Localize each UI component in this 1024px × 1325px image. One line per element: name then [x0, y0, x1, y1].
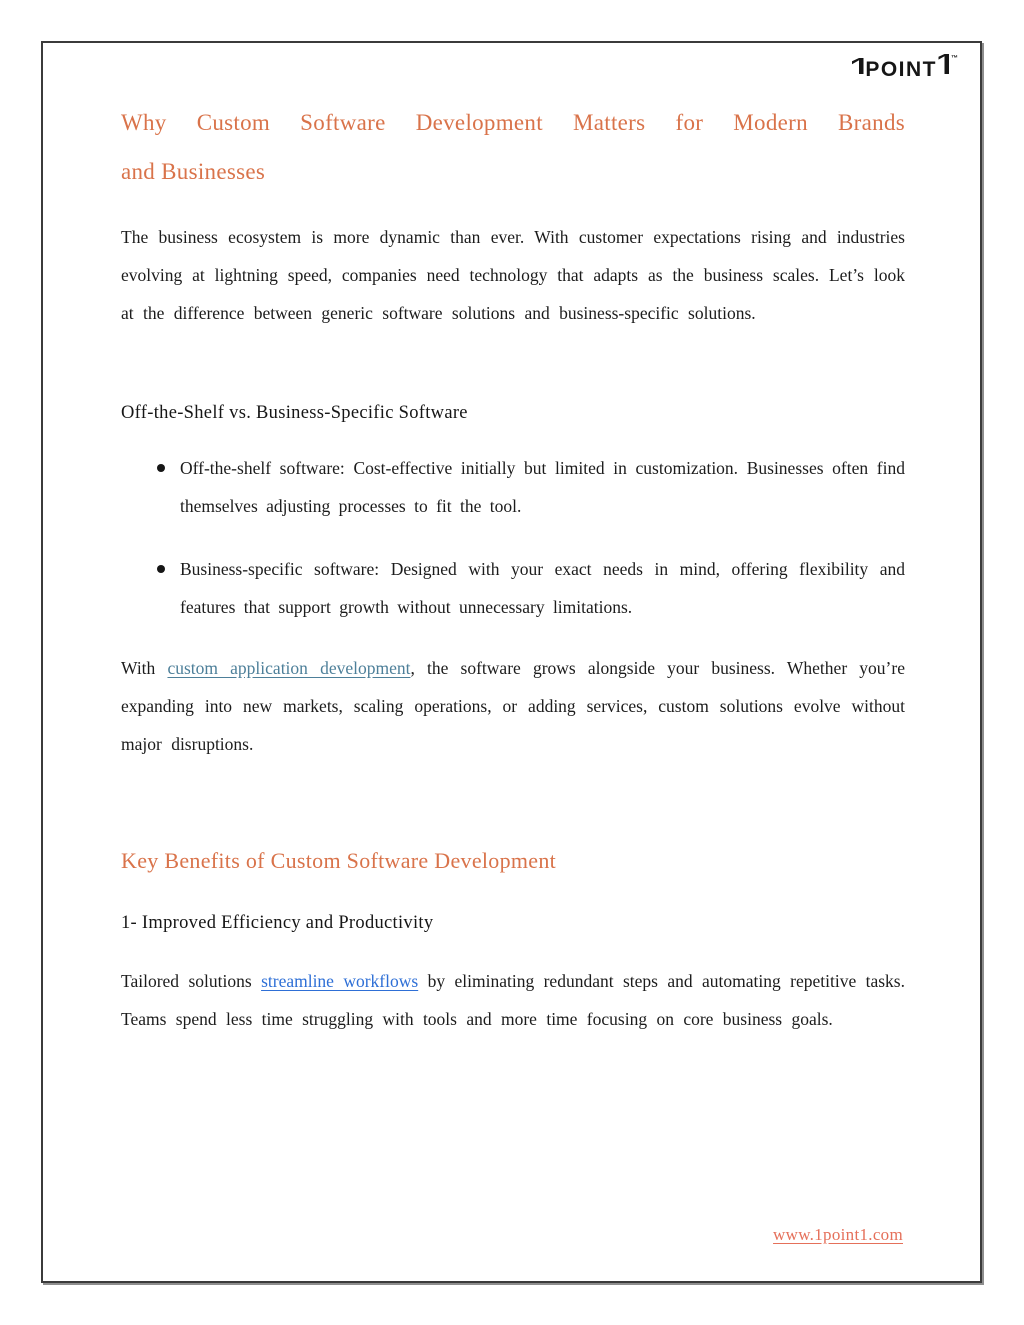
article-title: [121, 98, 905, 196]
article-title-line2: and Businesses: [121, 159, 266, 184]
article-title-line1: Why Custom Software Development Matters for Modern Brands: [121, 110, 905, 135]
bullet-body: Cost-effective initially but limited in customization. Businesses often find themselves adjusting processes to fit the tool.: [180, 458, 905, 516]
streamline-workflows-link[interactable]: streamline workflows: [261, 971, 419, 991]
custom-application-development-link[interactable]: custom application development: [167, 658, 411, 678]
logo-mark: [851, 54, 950, 81]
logo-numeral-one-right-icon: [938, 54, 950, 74]
bullet-icon: [157, 464, 165, 472]
section2-heading: Key Benefits of Custom Software Development: [121, 848, 557, 873]
custom-development-paragraph: [121, 649, 905, 763]
section1-heading: Off-the-Shelf vs. Business-Specific Software: [121, 403, 468, 423]
paragraph-text: by eliminating redundant steps and automating repetitive tasks. Teams spend less time struggling with tools and more time focusing on core business goals.: [121, 971, 905, 1029]
logo-numeral-one-left-icon: [851, 58, 864, 74]
paragraph-text: , the software grows alongside your business. Whether you’re expanding into new markets, scaling operations, or adding services, custom solutions evolve without major disruptions.: [121, 658, 905, 754]
paragraph-text: With: [121, 658, 168, 678]
footer-website-link[interactable]: www.1point1.com: [773, 1225, 903, 1244]
logo: [851, 54, 958, 81]
list-item-off-the-shelf: [121, 449, 905, 525]
bullet-text: [180, 449, 905, 525]
list-item-business-specific: [121, 550, 905, 626]
intro-paragraph: The business ecosystem is more dynamic than ever. With customer expectations rising and industries evolving at lightning speed, companies need technology that adapts as the business scales. Let’s look at the difference between generic software solutions and business-specific solutions.: [121, 227, 905, 323]
document-content: [43, 98, 980, 1038]
document-page: [41, 41, 982, 1283]
logo-text: POINT: [865, 58, 937, 81]
bullet-body: Designed with your exact needs in mind, offering flexibility and features that support growth without unnecessary limitations.: [180, 559, 905, 617]
bullet-lead: Business-specific software:: [180, 559, 380, 579]
bullet-lead: Off-the-shelf software:: [180, 458, 345, 478]
efficiency-paragraph: [121, 962, 905, 1038]
logo-trademark: ™: [951, 55, 958, 62]
section2-subheading: 1- Improved Efficiency and Productivity: [121, 913, 434, 933]
paragraph-text: Tailored solutions: [121, 971, 262, 991]
bullet-icon: [157, 565, 165, 573]
bullet-text: [180, 550, 905, 626]
